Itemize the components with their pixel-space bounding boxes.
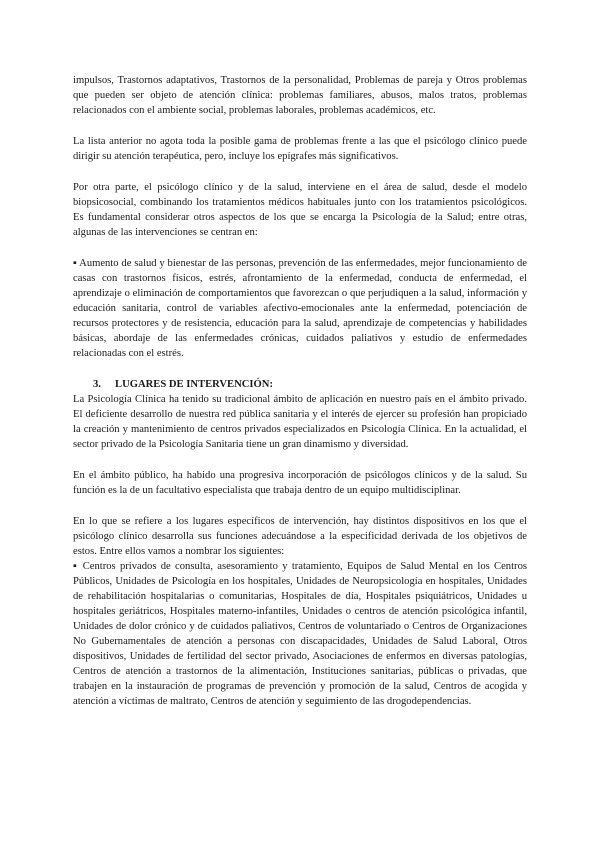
paragraph-specific-places: En lo que se refiere a los lugares específicos de intervención, hay distintos dispositivos en los que el psicólogo clínico desarrolla sus funciones adecuándose a la especificidad derivada de los objetivos de estos. Entre ellos vamos a nombrar los siguientes: <box>73 516 527 557</box>
bullet-intervention-places: ▪ Centros privados de consulta, asesoramiento y tratamiento, Equipos de Salud Mental en los Centros Públicos, Unidades de Psicología en los hospitales, Unidades de Neuropsicología en hospitales, Unidades de rehabilitación hospitalarias o comunitarias, Hospitales de día, Hospitales psiquiátricos, Unidades u hospitales geriátricos, Hospitales materno-infantiles, Unidades o centros de atención psicológica infantil, Unidades de dolor crónico y de cuidados paliativos, Centros de voluntariado o Centros de Organizaciones No Gubernamentales de atención a personas con discapacidades, Unidades de Salud Laboral, Otros dispositivos, Unidades de fertilidad del sector privado, Asociaciones de enfermos en diversas patologías, Centros de atención a trastornos de la alimentación, Instituciones sanitarias, públicas o privadas, que trabajen en la instauración de programas de prevención y promoción de la salud, Centros de acogida y atención a víctimas de maltrato, Centros de atención y seguimiento de las drogodependencias. <box>73 561 527 707</box>
bullet-health-interventions: ▪ Aumento de salud y bienestar de las personas, prevención de las enfermedades, mejor funcionamiento de casas con trastornos físicos, estrés, afrontamiento de la enfermedad, conducta de enfermedad, el aprendizaje o eliminación de comportamientos que favorezcan o que perjudiquen a la salud, información y educación sanitaria, control de variables afectivo-emocionales ante la enfermedad, potenciación de recursos protectores y de resistencia, educación para la salud, aprendizaje de competencias y habilidades básicas, abordaje de las enfermedades crónicas, cuidados paliativos y estudio de enfermedades relacionadas con el estrés. <box>73 258 527 359</box>
paragraph-problem-list-end: impulsos, Trastornos adaptativos, Trastornos de la personalidad, Problemas de pareja y Otros problemas que pueden ser objeto de atención clínica: problemas familiares, abusos, malos tratos, problemas relacionados con el ambiente social, problemas laborales, problemas académicos, etc. <box>73 75 527 116</box>
paragraph-private-sector: La Psicología Clínica ha tenido su tradicional ámbito de aplicación en nuestro país en el ámbito privado. El deficiente desarrollo de nuestra red pública sanitaria y el interés de ejercer su profesión han propiciado la creación y mantenimiento de centros privados especializados en Psicología Clínica. En la actualidad, el sector privado de la Psicología Sanitaria tiene un gran dinamismo y diversidad. <box>73 394 527 450</box>
section-number: 3. <box>93 379 101 390</box>
paragraph-public-sector: En el ámbito público, ha habido una progresiva incorporación de psicólogos clínicos y de la salud. Su función es la de un facultativo especialista que trabaja dentro de un equipo multidisciplinar. <box>73 470 527 496</box>
paragraph-health-psychology: Por otra parte, el psicólogo clínico y de la salud, interviene en el área de salud, desde el modelo biopsicosocial, combinando los tratamientos médicos habituales junto con los tratamientos psicológicos. Es fundamental considerar otros aspectos de los que se encarga la Psicología de la Salud; entre otras, algunas de las intervenciones se centran en: <box>73 182 527 238</box>
section-title: LUGARES DE INTERVENCIÓN: <box>115 379 273 390</box>
paragraph-list-note: La lista anterior no agota toda la posible gama de problemas frente a las que el psicólogo clínico puede dirigir su atención terapéutica, pero, incluye los epígrafes más significativos. <box>73 136 527 162</box>
section-heading <box>73 377 527 392</box>
document-body <box>73 73 527 725</box>
